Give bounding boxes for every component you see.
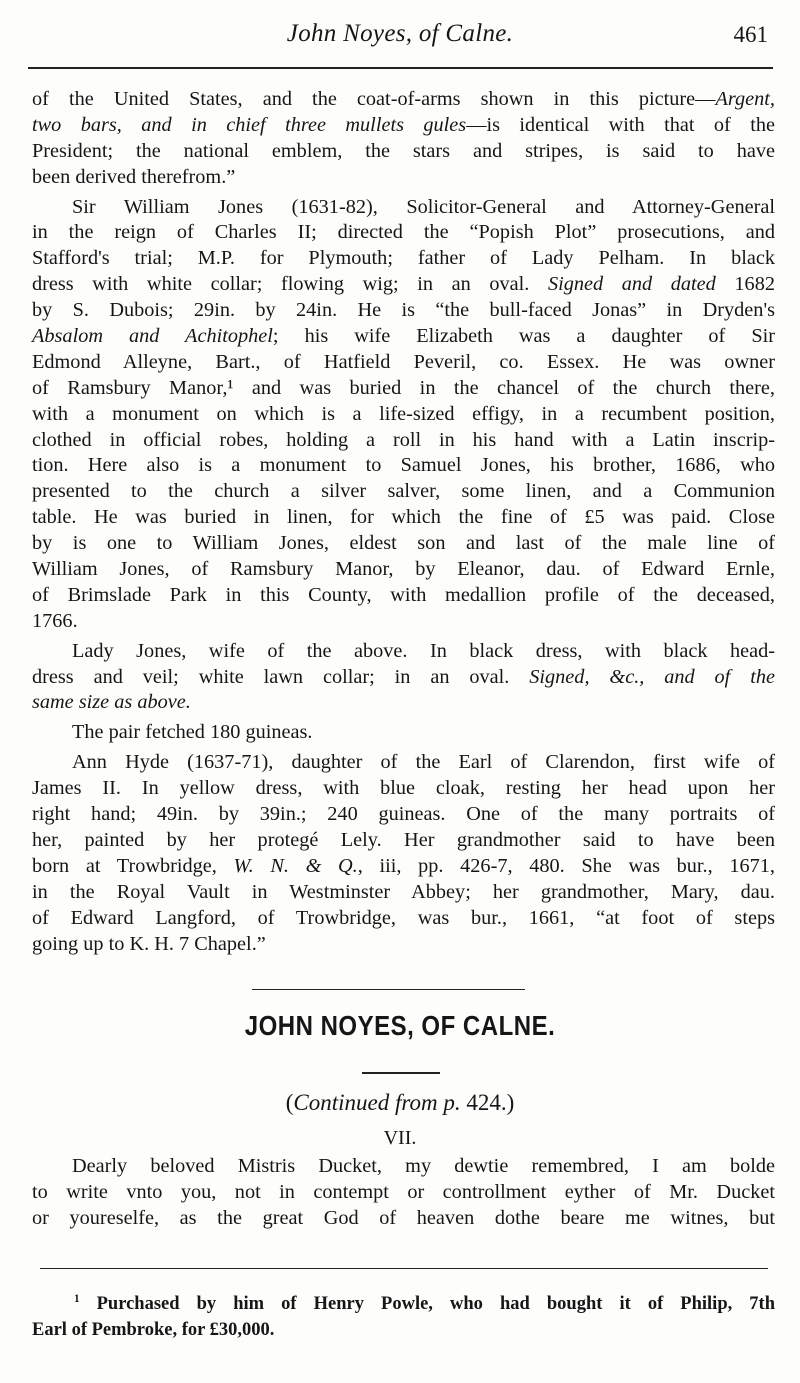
paragraph	[32, 639, 775, 717]
text-span: Stafford's trial; M.P. for Plymouth; father of Lady Pelham. In black	[32, 247, 775, 270]
main-text	[32, 87, 775, 961]
text-span: ; his wife Elizabeth was a daughter of Sir	[272, 325, 775, 348]
text-span: table. He was buried in linen, for which the fine of £5 was paid. Close	[32, 506, 775, 529]
italic-text: two bars, and in chief three mullets gules	[32, 113, 467, 136]
footnote-line: Earl of Pembroke, for £30,000.	[32, 1319, 275, 1340]
text-span: tion. Here also is a monument to Samuel Jones, his brother, 1686, who	[32, 454, 775, 477]
italic-text: same size as above.	[32, 691, 191, 714]
text-line	[32, 272, 775, 298]
text-line	[32, 932, 775, 958]
text-span: 1766.	[32, 609, 78, 632]
text-line	[32, 195, 775, 221]
text-line	[32, 531, 775, 557]
text-span: of the United States, and the coat-of-arms shown in this picture—	[32, 88, 716, 110]
text-line	[32, 505, 775, 531]
text-line	[32, 479, 775, 505]
continued-label: Continued from p.	[293, 1090, 461, 1115]
text-span: of Brimslade Park in this County, with medallion profile of the deceased,	[32, 583, 775, 606]
text-span: going up to K. H. 7 Chapel.”	[32, 932, 266, 955]
text-span: dress and veil; white lawn collar; in an oval.	[32, 665, 530, 688]
continued-page: 424.	[460, 1090, 507, 1115]
italic-text: Argent,	[715, 88, 775, 110]
text-line	[32, 453, 775, 479]
text-line	[32, 376, 775, 402]
text-line	[32, 402, 775, 428]
text-span: right hand; 49in. by 39in.; 240 guineas. One of the many portraits of	[32, 803, 775, 826]
heading-rule	[362, 1072, 440, 1074]
text-line: or youreselfe, as the great God of heaven dothe beare me witnes, but	[32, 1206, 775, 1229]
text-line	[32, 87, 775, 113]
paragraph	[32, 87, 775, 191]
footnote-marker: 1	[74, 1292, 80, 1305]
letter-text	[32, 1154, 775, 1232]
text-line	[32, 609, 775, 635]
text-span: —is identical with that of the	[466, 113, 775, 136]
text-line	[32, 557, 775, 583]
text-line	[32, 165, 775, 191]
text-line: to write vnto you, not in contempt or controllment eyther of Mr. Ducket	[32, 1180, 775, 1203]
section-divider	[252, 989, 525, 990]
text-line	[32, 324, 775, 350]
italic-text: Signed, &c., and of the	[529, 665, 775, 688]
text-span: The pair fetched 180 guineas.	[72, 721, 313, 744]
text-span: James II. In yellow dress, with blue cloak, resting her head upon her	[32, 777, 775, 800]
footnote-text: Purchased by him of Henry Powle, who had bought it of Philip, 7th	[96, 1294, 776, 1314]
text-span: been derived therefrom.”	[32, 165, 236, 188]
text-span: by is one to William Jones, eldest son and last of the male line of	[32, 532, 775, 555]
text-span: in the Royal Vault in Westminster Abbey; her grandmother, Mary, dau.	[32, 880, 775, 903]
text-line	[32, 583, 775, 609]
paragraph	[32, 750, 775, 957]
text-span: in the reign of Charles II; directed the “Popish Plot” prosecutions, and	[32, 221, 775, 244]
text-line	[32, 113, 775, 139]
text-line	[32, 690, 775, 716]
text-line	[32, 750, 775, 776]
page-number: 461	[733, 22, 768, 47]
text-span: of Ramsbury Manor,¹ and was buried in the chancel of the church there,	[32, 376, 775, 399]
text-line	[32, 350, 775, 376]
footnote-rule	[40, 1268, 768, 1269]
text-line	[32, 665, 775, 691]
paragraph	[32, 195, 775, 635]
text-span: with a monument on which is a life-sized effigy, in a recumbent position,	[32, 402, 775, 425]
text-line	[32, 139, 775, 165]
text-line	[32, 854, 775, 880]
text-line	[32, 776, 775, 802]
footnote	[32, 1291, 775, 1343]
text-line	[32, 906, 775, 932]
text-line	[32, 639, 775, 665]
text-span: born at Trowbridge,	[32, 854, 234, 877]
text-span: of Edward Langford, of Trowbridge, was bur., 1661, “at foot of steps	[32, 906, 775, 929]
text-line	[32, 220, 775, 246]
continued-note: (Continued from p. 424.)	[285, 1090, 515, 1115]
text-line: Dearly beloved Mistris Ducket, my dewtie remembred, I am bolde	[72, 1155, 775, 1177]
paragraph	[32, 720, 775, 746]
text-line	[32, 428, 775, 454]
text-span: Sir William Jones (1631-82), Solicitor-General and Attorney-General	[72, 195, 775, 218]
text-span: William Jones, of Ramsbury Manor, by Eleanor, dau. of Edward Ernle,	[32, 558, 775, 581]
italic-text: W. N. & Q.	[233, 854, 358, 877]
text-span: dress with white collar; flowing wig; in an oval.	[32, 273, 548, 296]
text-span: Lady Jones, wife of the above. In black dress, with black head-	[72, 639, 775, 662]
text-line	[32, 880, 775, 906]
section-number: VII.	[383, 1127, 417, 1149]
text-span: President; the national emblem, the stars and stripes, is said to have	[32, 139, 775, 162]
text-span: 1682	[715, 273, 775, 296]
text-span: Ann Hyde (1637-71), daughter of the Earl of Clarendon, first wife of	[72, 751, 775, 774]
header-rule	[28, 67, 773, 69]
text-span: her, painted by her protegé Lely. Her grandmother said to have been	[32, 828, 775, 851]
text-span: by S. Dubois; 29in. by 24in. He is “the bull-faced Jonas” in Dryden's	[32, 299, 775, 322]
italic-text: Absalom and Achitophel	[32, 325, 273, 348]
text-line	[32, 298, 775, 324]
text-line	[32, 802, 775, 828]
text-line	[32, 246, 775, 272]
text-span: clothed in official robes, holding a roll in his hand with a Latin inscrip-	[32, 428, 775, 451]
running-title: John Noyes, of Calne.	[286, 20, 514, 47]
italic-text: Signed and dated	[547, 273, 716, 296]
text-span: presented to the church a silver salver, some linen, and a Communion	[32, 480, 775, 503]
text-line	[32, 828, 775, 854]
text-span: , iii, pp. 426-7, 480. She was bur., 1671,	[357, 854, 775, 877]
section-heading: JOHN NOYES, OF CALNE.	[244, 1010, 556, 1042]
text-line	[32, 720, 775, 746]
text-span: Edmond Alleyne, Bart., of Hatfield Peveril, co. Essex. He was owner	[32, 350, 775, 373]
footnote-line	[32, 1291, 775, 1317]
